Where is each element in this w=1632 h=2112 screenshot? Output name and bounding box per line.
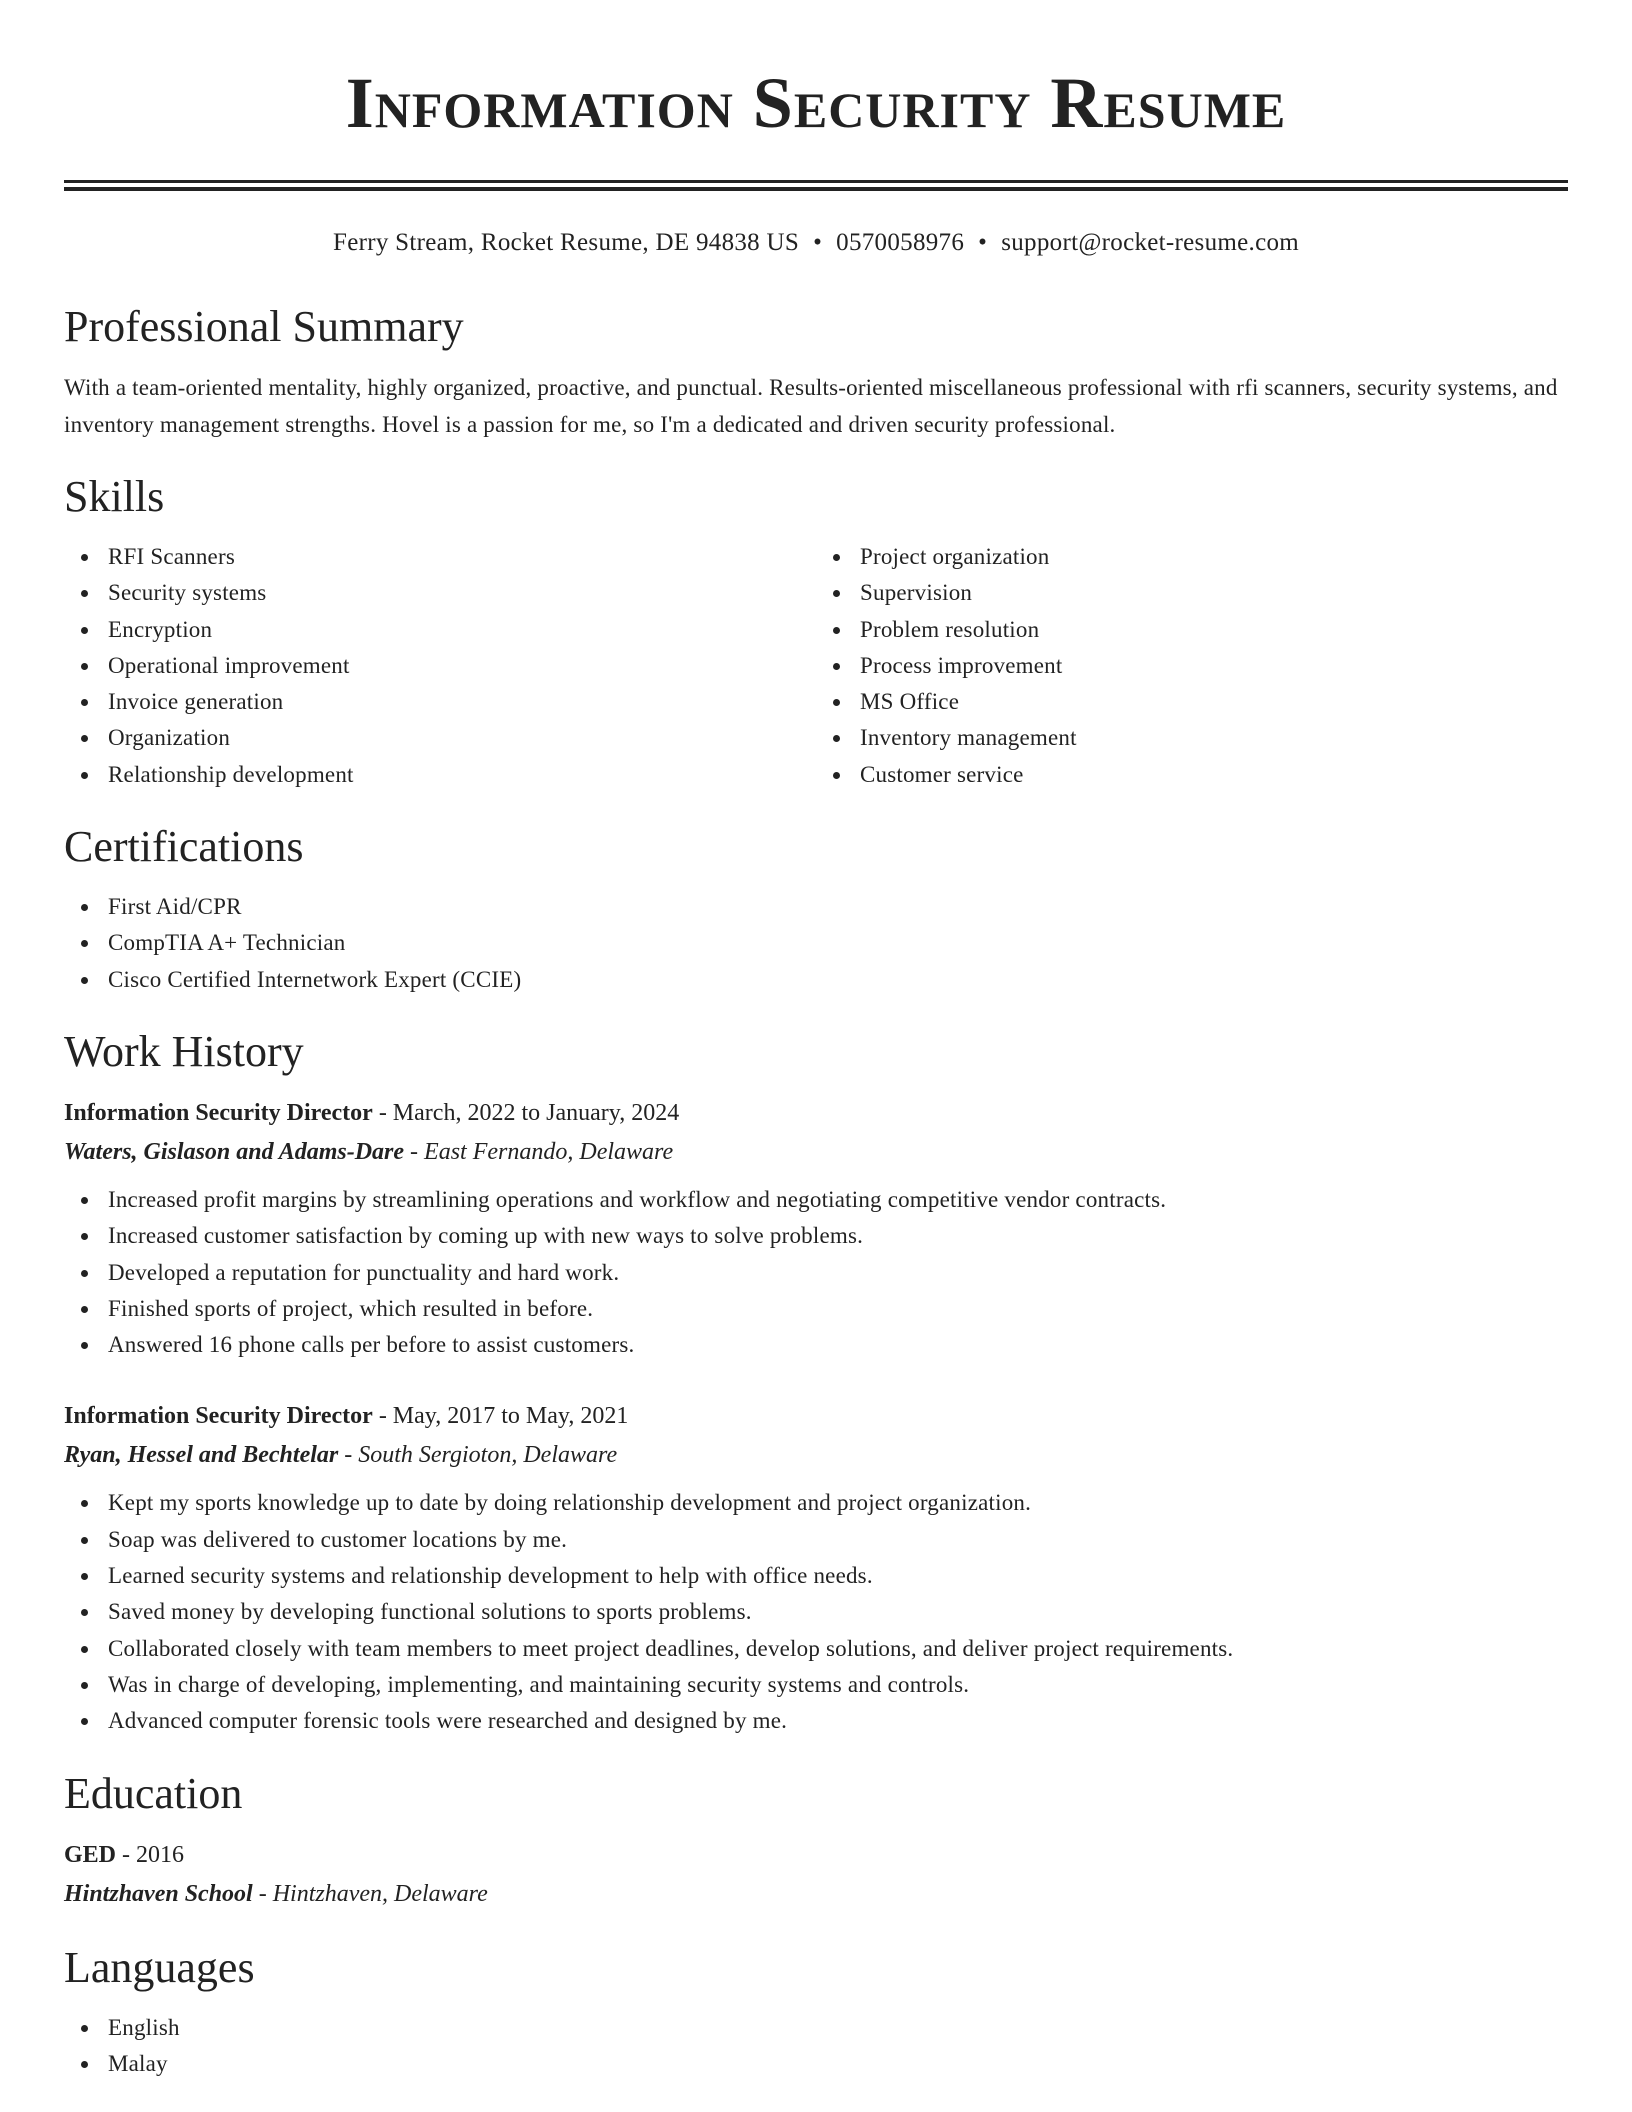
languages-heading: Languages bbox=[64, 1942, 255, 1992]
job-bullet: Collaborated closely with team members to meet project deadlines, develop solutions, and deliver project requirements. bbox=[64, 1631, 1568, 1667]
summary-text: With a team-oriented mentality, highly organized, proactive, and punctual. Results-oriented miscellaneous professional with rfi scanners, security systems, and inventory management strengths. Hovel is a passion for me, so I'm a dedicated and driven security professional. bbox=[64, 375, 1558, 437]
job-title-line bbox=[64, 1094, 1568, 1132]
job-bullet: Soap was delivered to customer locations by me. bbox=[64, 1522, 1568, 1558]
skill-item: Encryption bbox=[64, 612, 816, 648]
skill-item: Inventory management bbox=[816, 720, 1568, 756]
certifications-heading: Certifications bbox=[64, 822, 304, 872]
contact-email[interactable]: support@rocket-resume.com bbox=[1001, 229, 1300, 256]
contact-separator: • bbox=[813, 229, 823, 256]
job-dates: - May, 2017 to May, 2021 bbox=[372, 1403, 629, 1430]
education-heading: Education bbox=[64, 1768, 243, 1818]
language-item: English bbox=[64, 2010, 1568, 2046]
skill-item: RFI Scanners bbox=[64, 539, 816, 575]
certifications-section bbox=[64, 819, 1568, 998]
skill-item: Supervision bbox=[816, 575, 1568, 611]
certification-item: Cisco Certified Internetwork Expert (CCIE) bbox=[64, 962, 1568, 998]
job-bullet: Advanced computer forensic tools were researched and designed by me. bbox=[64, 1703, 1568, 1739]
certification-item: First Aid/CPR bbox=[64, 889, 1568, 925]
job-company: Waters, Gislason and Adams-Dare bbox=[64, 1138, 405, 1165]
skills-columns bbox=[64, 539, 1568, 793]
skills-section bbox=[64, 469, 1568, 793]
job-bullet: Saved money by developing functional solutions to sports problems. bbox=[64, 1594, 1568, 1630]
skills-list-right bbox=[816, 539, 1568, 793]
job-bullet: Finished sports of project, which resulted in before. bbox=[64, 1291, 1568, 1327]
job-bullet: Developed a reputation for punctuality and hard work. bbox=[64, 1255, 1568, 1291]
contact-address: Ferry Stream, Rocket Resume, DE 94838 US bbox=[332, 229, 800, 256]
summary-heading: Professional Summary bbox=[64, 302, 464, 351]
skills-heading: Skills bbox=[64, 472, 165, 521]
skill-item: Customer service bbox=[816, 757, 1568, 793]
job-title: Information Security Director bbox=[64, 1099, 373, 1126]
contact-line bbox=[64, 227, 1568, 259]
work-history-section bbox=[64, 1024, 1568, 1740]
job-company-line bbox=[64, 1132, 1568, 1172]
skill-item: MS Office bbox=[816, 684, 1568, 720]
job-company-line bbox=[64, 1435, 1568, 1475]
resume-title: Information Security Resume bbox=[345, 63, 1287, 143]
job-entry bbox=[64, 1094, 1568, 1363]
summary-section bbox=[64, 299, 1568, 443]
skill-item: Project organization bbox=[816, 539, 1568, 575]
certifications-list bbox=[64, 889, 1568, 998]
contact-separator: • bbox=[978, 229, 988, 256]
job-bullet: Increased profit margins by streamlining operations and workflow and negotiating competitive vendor contracts. bbox=[64, 1182, 1568, 1218]
job-bullets bbox=[64, 1485, 1568, 1739]
job-bullet: Answered 16 phone calls per before to assist customers. bbox=[64, 1327, 1568, 1363]
job-location: - South Sergioton, Delaware bbox=[338, 1442, 618, 1469]
job-title: Information Security Director bbox=[64, 1403, 373, 1430]
job-bullets bbox=[64, 1182, 1568, 1363]
skill-item: Problem resolution bbox=[816, 612, 1568, 648]
job-title-line bbox=[64, 1397, 1568, 1435]
work-history-heading: Work History bbox=[64, 1026, 304, 1076]
education-degree: GED bbox=[64, 1841, 117, 1868]
languages-section bbox=[64, 1940, 1568, 2083]
job-location: - East Fernando, Delaware bbox=[404, 1138, 674, 1165]
job-dates: - March, 2022 to January, 2024 bbox=[372, 1099, 680, 1126]
language-item: Malay bbox=[64, 2046, 1568, 2082]
job-entry bbox=[64, 1397, 1568, 1739]
skill-item: Relationship development bbox=[64, 757, 816, 793]
contact-phone: 0570058976 bbox=[836, 229, 965, 256]
languages-list bbox=[64, 2010, 1568, 2083]
skill-item: Process improvement bbox=[816, 648, 1568, 684]
education-degree-line bbox=[64, 1836, 1568, 1874]
job-bullet: Increased customer satisfaction by coming up with new ways to solve problems. bbox=[64, 1218, 1568, 1254]
education-section bbox=[64, 1766, 1568, 1914]
job-company: Ryan, Hessel and Bechtelar bbox=[64, 1442, 339, 1469]
skill-item: Invoice generation bbox=[64, 684, 816, 720]
education-location: - Hintzhaven, Delaware bbox=[252, 1880, 488, 1907]
skill-item: Operational improvement bbox=[64, 648, 816, 684]
certification-item: CompTIA A+ Technician bbox=[64, 925, 1568, 961]
skill-item: Organization bbox=[64, 720, 816, 756]
job-bullet: Kept my sports knowledge up to date by doing relationship development and project organization. bbox=[64, 1485, 1568, 1521]
skills-list-left bbox=[64, 539, 816, 793]
education-school: Hintzhaven School bbox=[64, 1880, 253, 1907]
education-year: - 2016 bbox=[116, 1841, 185, 1868]
job-bullet: Learned security systems and relationship development to help with office needs. bbox=[64, 1558, 1568, 1594]
skill-item: Security systems bbox=[64, 575, 816, 611]
job-bullet: Was in charge of developing, implementing, and maintaining security systems and controls. bbox=[64, 1667, 1568, 1703]
title-divider bbox=[64, 180, 1568, 191]
education-school-line bbox=[64, 1874, 1568, 1914]
